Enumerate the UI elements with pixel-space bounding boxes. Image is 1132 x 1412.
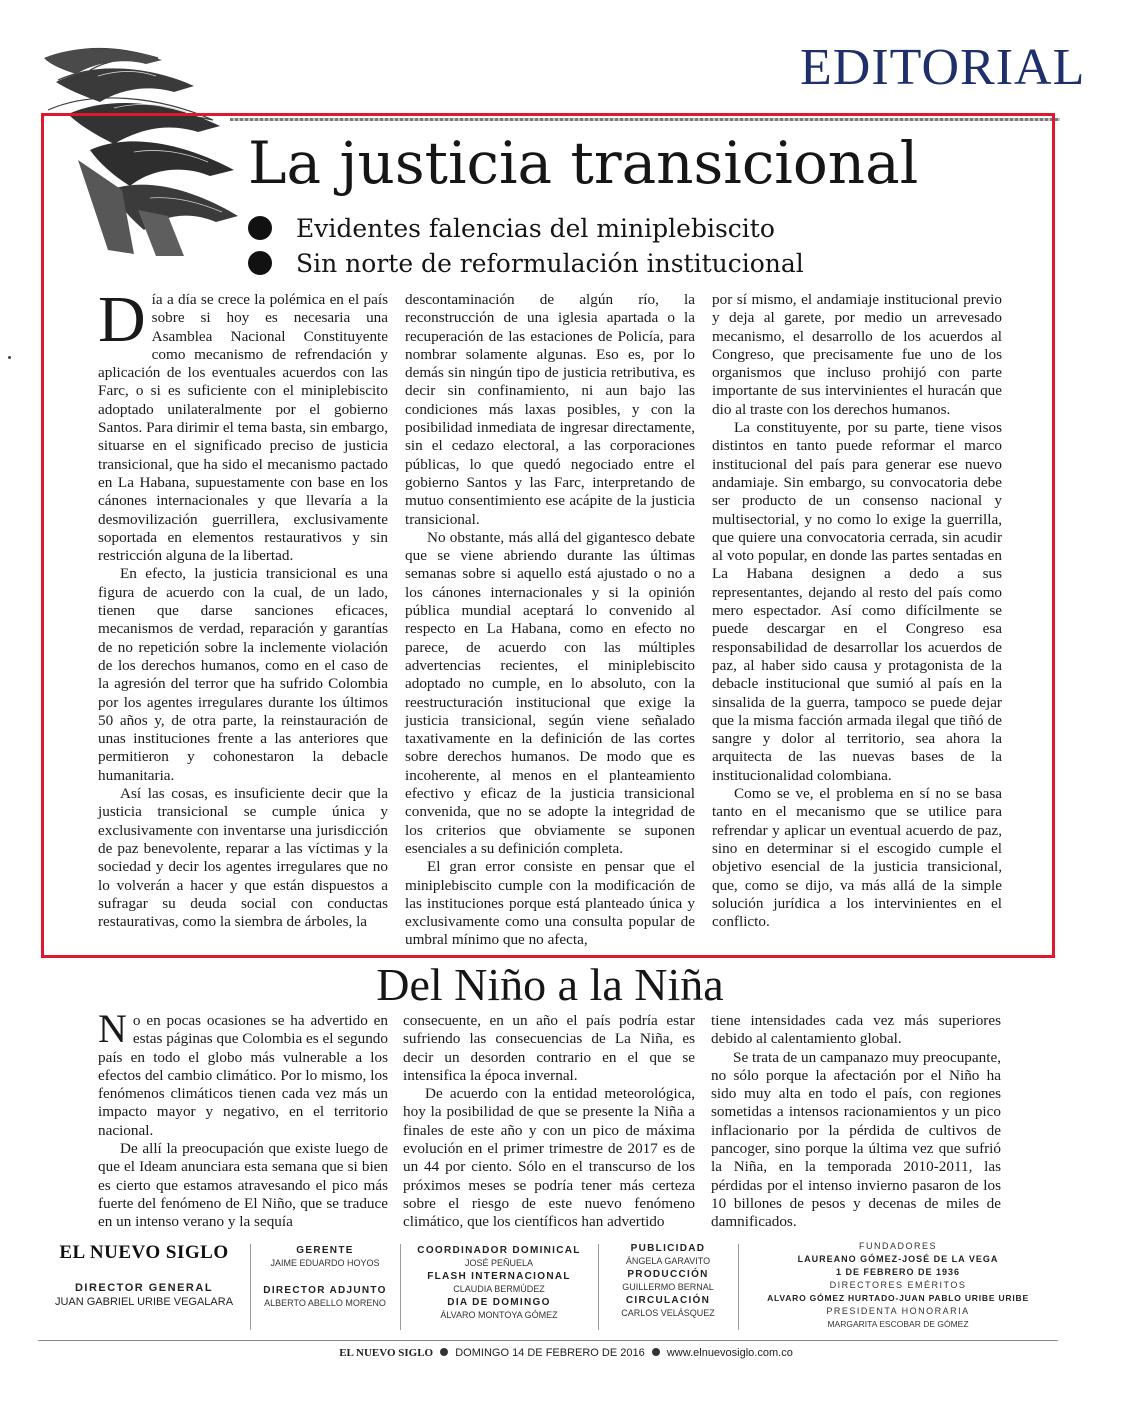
paragraph <box>98 283 388 565</box>
deck-line <box>248 249 948 279</box>
masthead-block-comercial <box>598 1238 738 1338</box>
role-label: DIRECTOR ADJUNTO <box>263 1285 387 1296</box>
second-editorial-title: Del Niño a la Niña <box>376 959 724 1010</box>
section-label: EDITORIAL <box>800 39 1086 96</box>
article-column <box>711 1012 1001 1232</box>
person-name: GUILLERMO BERNAL <box>622 1282 714 1292</box>
deck-text: Evidentes falencias del miniplebiscito <box>296 214 775 243</box>
person-name: JOSÉ PEÑUELA <box>464 1258 534 1268</box>
page-footer <box>200 1345 932 1361</box>
paragraph: consecuente, en un año el país podría estar sufriendo las consecuencias de La Niña, es decir un desorden contrario en el que se intensifica la época invernal. <box>403 1012 695 1084</box>
masthead-block-director <box>38 1238 250 1338</box>
paragraph: De allí la preocupación que existe luego de que el Ideam anunciara esta semana que si bien es cierto que estamos atravesando el pico más fuerte del fenómeno de El Niño, que se traduce en un intenso verano y la sequía <box>98 1140 388 1231</box>
article-column <box>712 291 1002 931</box>
bullet-icon <box>440 1348 448 1356</box>
paragraph: tiene intensidades cada vez más superiores debido al calentamiento global. <box>711 1012 1001 1048</box>
paragraph: El gran error consiste en pensar que el miniplebiscito cumple con la modificación de las instituciones porque está planteado única y exclusivamente como una consulta popular de umbral mínimo que no afecta, <box>405 858 695 949</box>
role-label: FLASH INTERNACIONAL <box>427 1271 571 1282</box>
paragraph: Como se ve, el problema en sí no se basa tanto en el mecanismo que se utilice para refrendar y aplicar un eventual acuerdo de paz, sino en determinar si el escogido cumple el objetivo esencial de la justicia transicional, que, como se dijo, va más allá de la simple solución jurídica a los intervinientes en el conflicto. <box>712 785 1002 931</box>
brand-logo: EL NUEVO SIGLO <box>59 1242 229 1263</box>
role-label: GERENTE <box>296 1245 354 1256</box>
masthead-block-fundadores <box>738 1238 1058 1338</box>
article-column <box>403 1012 695 1232</box>
paragraph: De acuerdo con la entidad meteorológica, hoy la posibilidad de que se presente la Niña a finales de este año y con un pico de máxima evolución en el primer trimestre de 2017 es de un 44 por ciento. Sólo en el transcurso de los próximos meses se podría tener más certeza sobre el riesgo de este nuevo fenómeno climático, que los científicos han advertido <box>403 1085 695 1231</box>
bullet-icon <box>248 216 272 240</box>
person-name: ALVARO GÓMEZ HURTADO-JUAN PABLO URIBE URIBE <box>767 1293 1029 1303</box>
person-name: JUAN GABRIEL URIBE VEGALARA <box>54 1296 234 1308</box>
role-label: CIRCULACIÓN <box>625 1295 711 1306</box>
role-label: COORDINADOR DOMINICAL <box>417 1245 581 1256</box>
editorial-title: La justicia transicional <box>248 129 919 197</box>
masthead-block-dominical <box>400 1238 598 1338</box>
paragraph-text: o en pocas ocasiones se ha advertido en estas páginas que Colombia es el segundo país en todo el globo más vulnerable a los efectos del cambio climático. Por lo mismo, los fenómenos climáticos tienen cada vez más un impacto mayor y negativo, en el territorio nacional. <box>98 1012 388 1139</box>
paragraph-text: ía a día se crece la polémica en el país sobre si hoy es necesaria una Asamblea Nacional Constituyente como mecanismo de refrendación y aplicación de los eventuales acuerdos con las Farc, o si es suficiente con el miniplebiscito adoptado unilateralmente por el gobierno Santos. Para dirimir el tema basta, sin embargo, situarse en el significado preciso de justicia transicional, que ha sido el mecanismo pactado en La Habana, supuestamente con base en los cánones internacionales y que llevaría a la desmovilización guerrillera, exclusivamente soportada en elementos restaurativos y sin restricción alguna de la libertad. <box>98 291 388 565</box>
article-column <box>98 1006 388 1232</box>
article-column <box>98 283 388 931</box>
role-label: PUBLICIDAD <box>630 1243 706 1254</box>
paragraph: por sí mismo, el andamiaje institucional previo y deja al garete, por medio un arrevesado mecanismo, el desarrollo de los acuerdos al Congreso, que precisamente fue uno de los organismos que incluso prohijó con parte importante de sus intervinientes el huracán que dio al traste con los derechos humanos. <box>712 291 1002 418</box>
print-speck <box>8 356 11 359</box>
deck-line <box>248 214 948 244</box>
paragraph: La constituyente, por su parte, tiene visos distintos en tanto puede reformar el marco institucional del país para generar ese nuevo andamiaje. Sin embargo, su convocatoria debe ser producto de un consenso nacional y multisectorial, y no como lo exige la guerrilla, que quiere una convocatoria cerrada, sin acudir al voto popular, en donde las partes sentadas en La Habana designen a dedo a sus representantes, dejando al resto del país como mero espectador. Así como difícilmente se puede descargar en el Congreso esa responsabilidad de desarrollar los acuerdos de paz, al haber sido causa y protagonista de la debacle institucional que sumió al país en la sinsalida de la guerra, tampoco se puede dejar que la misma facción armada ilegal que tiñó de sangre y dolor al territorio, sea ahora la arquitecta de las nuevas bases de la institucionalidad colombiana. <box>712 419 1002 784</box>
founding-date: 1 DE FEBRERO DE 1936 <box>835 1267 961 1277</box>
paragraph: En efecto, la justicia transicional es una figura de acuerdo con la cual, de un lado, tienen que darse sanciones eficaces, mecanismos de verdad, reparación y garantías de no repetición sobre la inclemente violación de los derechos humanos, como en el caso de la agresión del terror que ha sufrido Colombia por los agentes irregulares durante los últimos 50 años y, de otra parte, la reinstauración de unas instituciones frente a las anteriores que permitieron y cohonestaron la debacle humanitaria. <box>98 565 388 784</box>
role-label: PRODUCCIÓN <box>627 1269 709 1280</box>
drop-cap: N <box>98 1006 127 1051</box>
bullet-icon <box>652 1348 660 1356</box>
role-label: PRESIDENTA HONORARIA <box>826 1306 970 1316</box>
footer-brand: EL NUEVO SIGLO <box>339 1347 434 1359</box>
paragraph: No obstante, más allá del gigantesco debate que se viene abriendo durante las últimas semanas sobre si aquello está ajustado o no a los cánones internacionales y si la opinión pública mundial aceptará lo convenido al respecto en La Habana, como en efecto no parece, de acuerdo con las múltiples advertencias recientes, el miniplebiscito adoptado no cumple, en lo absoluto, con la reestructuración institucional que exige la justicia transicional, según viene señalado taxativamente en la definición de las cortes sobre derechos humanos. De modo que es incoherente, al menos en el planteamiento efectivo y eficaz de la justicia transicional convenida, que no se adopte la integridad de los criterios que obviamente se suponen esenciales a su definición completa. <box>405 528 695 857</box>
footer-url[interactable]: www.elnuevosiglo.com.co <box>666 1347 793 1359</box>
footer-date: DOMINGO 14 DE FEBRERO DE 2016 <box>455 1347 645 1359</box>
role-label: DIRECTOR GENERAL <box>74 1282 214 1294</box>
role-label: DIRECTORES EMÉRITOS <box>829 1280 967 1290</box>
bullet-icon <box>248 251 272 275</box>
person-name: CLAUDIA BERMÚDEZ <box>453 1284 545 1294</box>
person-name: CARLOS VELÁSQUEZ <box>621 1308 715 1318</box>
person-name: MARGARITA ESCOBAR DE GÓMEZ <box>827 1319 969 1329</box>
masthead-block-gerencia <box>250 1238 400 1338</box>
paragraph: Se trata de un campanazo muy preocupante, no sólo porque la afectación por el Niño ha sido muy alta en todo el país, con regiones sometidas a intensos racionamientos y un pico inflacionario por la pérdida de cultivos de pancoger, sino porque la última vez que sufrió la Niña, en la temporada 2010-2011, las pérdidas por el intenso invierno pasaron de los 10 billones de pesos y decenas de miles de damnificados. <box>711 1048 1001 1231</box>
person-name: ÁNGELA GARAVITO <box>625 1256 711 1266</box>
drop-cap: D <box>98 283 146 356</box>
role-label: DIA DE DOMINGO <box>447 1297 551 1308</box>
person-name: JAIME EDUARDO HOYOS <box>270 1258 380 1268</box>
person-name: LAUREANO GÓMEZ-JOSÉ DE LA VEGA <box>797 1254 999 1264</box>
paragraph: descontaminación de algún río, la reconstrucción de una iglesia apartada o la recuperación de las estaciones de Policía, para nombrar solamente algunas. Eso es, por lo demás sin ningún tipo de justicia retributiva, es decir sin confinamiento, ni aun bajo las condiciones más laxas posibles, y con la posibilidad inmediata de ingresar directamente, sin el cedazo electoral, a las corporaciones públicas, lo que quedó negociado entre el gobierno Santos y las Farc, interpretando de mutuo consentimiento ese acápite de la justicia transicional. <box>405 291 695 528</box>
deck-text: Sin norte de reformulación institucional <box>296 249 804 278</box>
paragraph: Así las cosas, es insuficiente decir que la justicia transicional se cumple única y exclusivamente con inventarse una jurisdicción de paz benevolente, reparar a las víctimas y la sociedad y decir los agentes irregulares que no lo volverán a hacer y que están dispuestos a sufragar su deuda social con conductas restaurativas, como la siembra de árboles, la <box>98 785 388 931</box>
footer-rule <box>38 1340 1058 1341</box>
role-label: FUNDADORES <box>858 1241 937 1251</box>
article-column <box>405 291 695 950</box>
paragraph <box>98 1006 388 1140</box>
person-name: ÁLVARO MONTOYA GÓMEZ <box>440 1310 558 1320</box>
person-name: ALBERTO ABELLO MORENO <box>264 1298 386 1308</box>
masthead <box>38 1238 1058 1338</box>
